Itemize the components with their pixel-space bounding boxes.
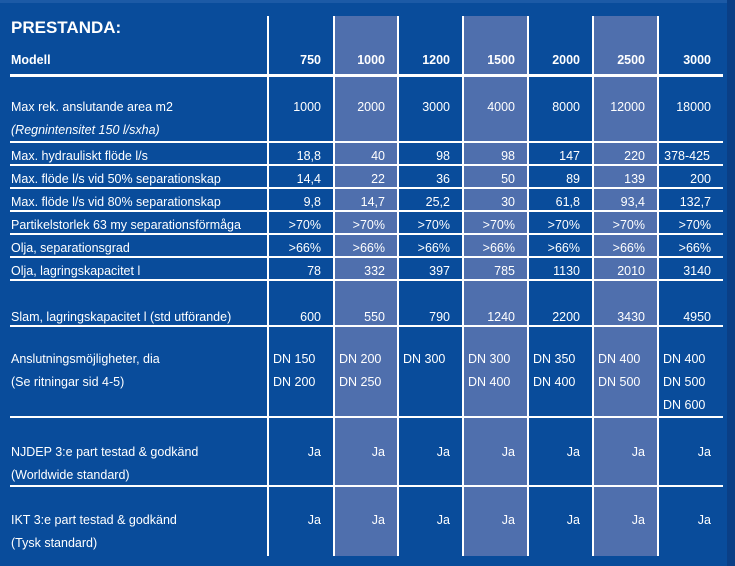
column-divider	[657, 16, 659, 556]
connections-label: Anslutningsmöjligheter, dia	[11, 352, 160, 366]
table-cell: >66%	[678, 241, 711, 255]
table-cell: >66%	[288, 241, 321, 255]
table-cell: 3000	[422, 100, 450, 114]
certification-value: Ja	[697, 445, 711, 459]
certification-label: IKT 3:e part testad & godkänd	[11, 513, 177, 527]
column-divider	[267, 16, 269, 556]
connection-size: DN 500	[598, 375, 641, 389]
row-divider	[10, 141, 723, 143]
column-divider	[527, 16, 529, 556]
row-divider	[10, 210, 723, 212]
table-cell: 4000	[487, 100, 515, 114]
table-cell: 1240	[487, 310, 515, 324]
table-cell: 139	[624, 172, 645, 186]
table-cell: >70%	[417, 218, 450, 232]
connection-size: DN 400	[533, 375, 576, 389]
table-cell: 1130	[553, 264, 580, 278]
table-cell: 147	[559, 149, 580, 163]
connection-size: DN 250	[339, 375, 382, 389]
table-cell: 98	[436, 149, 450, 163]
table-cell: 61,8	[555, 195, 580, 209]
certification-value: Ja	[436, 513, 450, 527]
row-label: Max rek. anslutande area m2	[11, 100, 173, 114]
certification-sublabel: (Worldwide standard)	[11, 468, 130, 482]
table-cell: >70%	[547, 218, 580, 232]
model-header-2000: 2000	[552, 53, 580, 67]
connection-size: DN 200	[339, 352, 382, 366]
table-cell: 93,4	[620, 195, 645, 209]
connection-size: DN 300	[403, 352, 446, 366]
connection-size: DN 400	[663, 352, 706, 366]
table-cell: 600	[300, 310, 321, 324]
shaded-column	[335, 16, 397, 556]
row-label: Max. hydrauliskt flöde l/s	[11, 149, 148, 163]
connections-sublabel: (Se ritningar sid 4-5)	[11, 375, 125, 389]
table-cell: 12000	[610, 100, 645, 114]
table-cell: 132,7	[679, 195, 711, 209]
connection-size: DN 400	[468, 375, 511, 389]
connection-size: DN 350	[533, 352, 576, 366]
table-cell: 220	[624, 149, 645, 163]
table-cell: 790	[429, 310, 450, 324]
table-cell: 89	[566, 172, 580, 186]
table-cell: >70%	[678, 218, 711, 232]
certification-value: Ja	[371, 445, 385, 459]
connection-size: DN 500	[663, 375, 706, 389]
table-cell: 2000	[357, 100, 385, 114]
table-cell: >66%	[547, 241, 580, 255]
connection-size: DN 150	[273, 352, 316, 366]
table-cell: 30	[501, 195, 515, 209]
row-divider	[10, 485, 723, 487]
row-divider	[10, 279, 723, 281]
table-cell: 18,8	[296, 149, 321, 163]
certification-value: Ja	[631, 513, 645, 527]
certification-value: Ja	[436, 445, 450, 459]
model-header-1000: 1000	[357, 53, 385, 67]
certification-value: Ja	[566, 513, 580, 527]
column-divider	[397, 16, 399, 556]
top-edge	[0, 0, 735, 3]
table-cell: 18000	[676, 100, 711, 114]
table-cell: 9,8	[303, 195, 321, 209]
table-cell: >66%	[612, 241, 645, 255]
certification-value: Ja	[697, 513, 711, 527]
table-cell: 8000	[552, 100, 580, 114]
table-cell: 397	[429, 264, 450, 278]
certification-value: Ja	[501, 513, 515, 527]
model-header-3000: 3000	[683, 53, 711, 67]
table-cell: >70%	[288, 218, 321, 232]
table-cell: 78	[307, 264, 321, 278]
table-cell: 98	[501, 149, 515, 163]
table-cell: >66%	[417, 241, 450, 255]
row-label: Max. flöde l/s vid 50% separationskap	[11, 172, 221, 186]
header-label: Modell	[11, 53, 51, 67]
header-rule	[10, 74, 723, 77]
column-divider	[462, 16, 464, 556]
table-cell: 550	[364, 310, 385, 324]
table-cell: 3430	[617, 310, 645, 324]
table-cell: 378-425	[664, 149, 710, 163]
row-divider	[10, 416, 723, 418]
table-title: PRESTANDA:	[11, 18, 122, 37]
table-cell: >70%	[612, 218, 645, 232]
model-header-2500: 2500	[617, 53, 645, 67]
table-cell: >70%	[482, 218, 515, 232]
table-cell: 22	[371, 172, 385, 186]
table-cell: >66%	[482, 241, 515, 255]
certification-value: Ja	[371, 513, 385, 527]
column-divider	[333, 16, 335, 556]
table-cell: 2010	[617, 264, 645, 278]
certification-value: Ja	[631, 445, 645, 459]
row-label: Partikelstorlek 63 my separationsförmåga	[11, 218, 241, 232]
column-divider	[592, 16, 594, 556]
table-cell: 332	[364, 264, 385, 278]
table-cell: 785	[494, 264, 515, 278]
table-cell: >66%	[352, 241, 385, 255]
certification-value: Ja	[307, 445, 321, 459]
model-header-1200: 1200	[422, 53, 450, 67]
shaded-column	[594, 16, 657, 556]
table-cell: 14,7	[360, 195, 385, 209]
table-cell: 14,4	[296, 172, 321, 186]
connection-size: DN 200	[273, 375, 316, 389]
row-label: Olja, lagringskapacitet l	[11, 264, 141, 278]
table-cell: 2200	[552, 310, 580, 324]
certification-value: Ja	[566, 445, 580, 459]
certification-label: NJDEP 3:e part testad & godkänd	[11, 445, 199, 459]
right-edge	[727, 0, 735, 566]
table-cell: 4950	[683, 310, 711, 324]
row-sublabel: (Regnintensitet 150 l/sxha)	[11, 123, 160, 137]
certification-value: Ja	[307, 513, 321, 527]
table-cell: 25,2	[425, 195, 450, 209]
certification-sublabel: (Tysk standard)	[11, 536, 98, 550]
row-label: Slam, lagringskapacitet l (std utförande)	[11, 310, 232, 324]
connection-size: DN 300	[468, 352, 511, 366]
table-cell: 50	[501, 172, 515, 186]
model-header-1500: 1500	[487, 53, 515, 67]
row-divider	[10, 187, 723, 189]
shaded-column	[464, 16, 527, 556]
model-header-750: 750	[300, 53, 321, 67]
table-cell: 1000	[293, 100, 321, 114]
table-cell: 200	[690, 172, 711, 186]
row-divider	[10, 256, 723, 258]
row-label: Max. flöde l/s vid 80% separationskap	[11, 195, 221, 209]
table-cell: 3140	[683, 264, 711, 278]
certification-value: Ja	[501, 445, 515, 459]
connection-size: DN 400	[598, 352, 641, 366]
row-divider	[10, 325, 723, 327]
table-cell: 36	[436, 172, 450, 186]
row-label: Olja, separationsgrad	[11, 241, 130, 255]
row-divider	[10, 233, 723, 235]
table-cell: 40	[371, 149, 385, 163]
connection-size: DN 600	[663, 398, 706, 412]
row-divider	[10, 164, 723, 166]
table-cell: >70%	[352, 218, 385, 232]
